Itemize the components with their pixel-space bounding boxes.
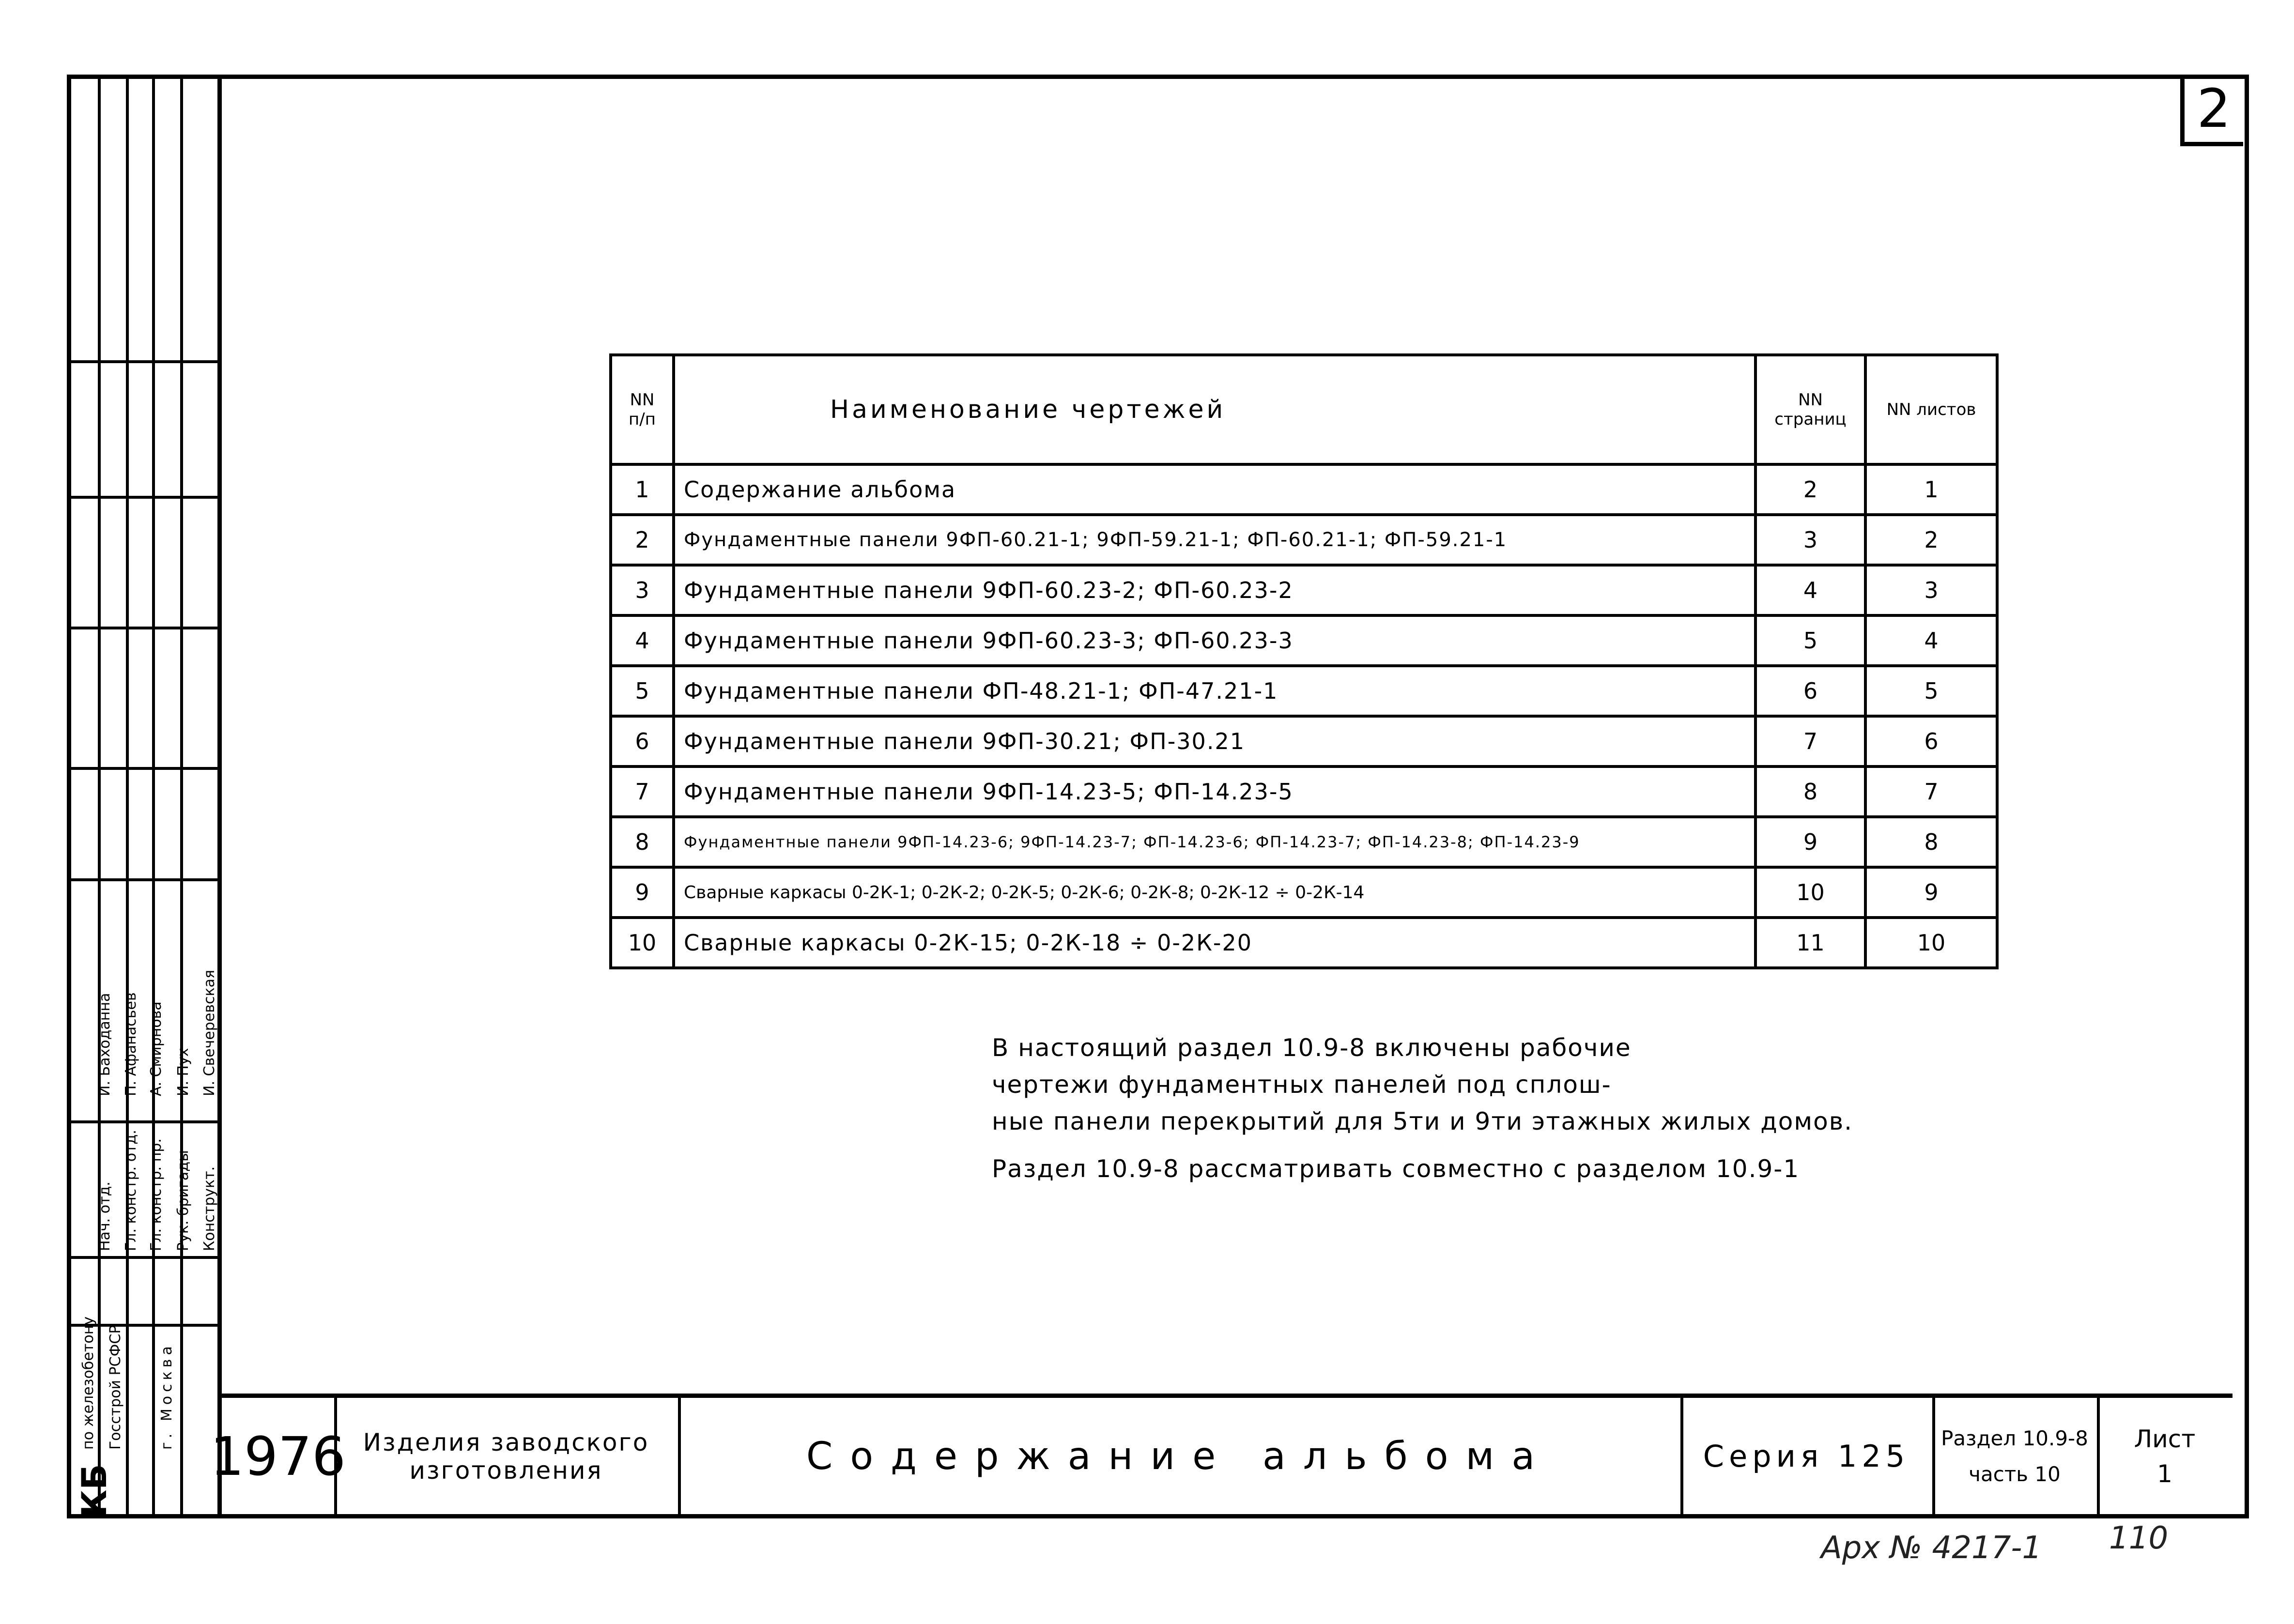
- row-name: Фундаментные панели 9ФП-30.21; ФП-30.21: [674, 716, 1755, 766]
- table-header-row: [611, 355, 1997, 464]
- sheet-box: [2097, 1398, 2232, 1515]
- year: 1976: [222, 1398, 337, 1515]
- section: Раздел 10.9-8: [1941, 1426, 2088, 1450]
- part: часть 10: [1969, 1462, 2061, 1486]
- row-page: 2: [1755, 464, 1865, 515]
- sheet-value: 1: [2157, 1459, 2172, 1488]
- album-title: Содержание альбома: [678, 1398, 1683, 1515]
- sheet-label: Лист: [2134, 1425, 2196, 1453]
- strip-row-line: [67, 1120, 222, 1123]
- header-num: NN п/п: [611, 355, 674, 464]
- strip-row-line: [67, 360, 222, 363]
- notes-block: [992, 1029, 1960, 1187]
- row-sheet: 8: [1865, 817, 1997, 867]
- row-num: 8: [611, 817, 674, 867]
- table-row: [611, 464, 1997, 515]
- note-line: чертежи фундаментных панелей под сплош-: [992, 1071, 1612, 1099]
- row-sheet: 5: [1865, 666, 1997, 716]
- row-sheet: 1: [1865, 464, 1997, 515]
- header-pages: NN страниц: [1755, 355, 1865, 464]
- archive-extra: 110: [2109, 1520, 2169, 1556]
- row-name: Сварные каркасы 0-2К-15; 0-2К-18 ÷ 0-2К-20: [674, 918, 1755, 968]
- name-3: А. Смирнова: [148, 1001, 165, 1096]
- table-row: [611, 918, 1997, 968]
- archive-stamp: Арх № 4217-1: [1821, 1530, 2042, 1566]
- strip-divider-1: [98, 75, 101, 1518]
- row-name: Фундаментные панели 9ФП-60.21-1; 9ФП-59.21-1; ФП-60.21-1; ФП-59.21-1: [674, 515, 1755, 565]
- row-page: 4: [1755, 565, 1865, 615]
- row-num: 10: [611, 918, 674, 968]
- strip-row-line: [67, 496, 222, 499]
- row-num: 1: [611, 464, 674, 515]
- left-stamp-strip: [67, 75, 222, 1518]
- role-3: Гл. констр. пр.: [148, 1138, 165, 1251]
- table-row: [611, 565, 1997, 615]
- row-num: 9: [611, 867, 674, 918]
- note-line: В настоящий раздел 10.9-8 включены рабочие: [992, 1034, 1632, 1062]
- strip-row-line: [67, 767, 222, 770]
- series: Серия 125: [1680, 1398, 1935, 1515]
- row-sheet: 9: [1865, 867, 1997, 918]
- strip-row-line: [67, 1256, 222, 1259]
- product-type: [334, 1398, 681, 1515]
- strip-divider-2: [126, 75, 129, 1518]
- row-num: 3: [611, 565, 674, 615]
- table-row: [611, 716, 1997, 766]
- strip-divider-3: [152, 75, 155, 1518]
- row-num: 4: [611, 615, 674, 666]
- row-sheet: 7: [1865, 766, 1997, 817]
- row-page: 6: [1755, 666, 1865, 716]
- strip-row-line: [67, 627, 222, 629]
- row-sheet: 2: [1865, 515, 1997, 565]
- row-num: 2: [611, 515, 674, 565]
- org-line2: Госстрой РСФСР: [107, 1325, 124, 1450]
- row-name: Сварные каркасы 0-2К-1; 0-2К-2; 0-2К-5; 0-2К-6; 0-2К-8; 0-2К-12 ÷ 0-2К-14: [674, 867, 1755, 918]
- row-page: 8: [1755, 766, 1865, 817]
- row-page: 3: [1755, 515, 1865, 565]
- row-page: 7: [1755, 716, 1865, 766]
- row-sheet: 3: [1865, 565, 1997, 615]
- table-row: [611, 615, 1997, 666]
- table-row: [611, 766, 1997, 817]
- row-name: Фундаментные панели ФП-48.21-1; ФП-47.21-1: [674, 666, 1755, 716]
- row-sheet: 6: [1865, 716, 1997, 766]
- sheet-number-box: 2: [2180, 75, 2243, 146]
- row-name: Фундаментные панели 9ФП-60.23-2; ФП-60.23-2: [674, 565, 1755, 615]
- product-line2: изготовления: [409, 1456, 603, 1485]
- row-name: Фундаментные панели 9ФП-14.23-5; ФП-14.23-5: [674, 766, 1755, 817]
- table-row: [611, 515, 1997, 565]
- product-line1: Изделия заводского: [363, 1428, 649, 1456]
- header-name: Наименование чертежей: [674, 355, 1755, 464]
- role-5: Конструкт.: [201, 1166, 218, 1251]
- name-1: И. Баходанна: [96, 993, 113, 1096]
- table-row: [611, 666, 1997, 716]
- city: г. Москва: [158, 1342, 175, 1450]
- role-4: Рук. бригады: [175, 1150, 192, 1251]
- name-5: И. Свечеревская: [201, 969, 218, 1096]
- row-num: 7: [611, 766, 674, 817]
- strip-row-line: [67, 878, 222, 881]
- role-2: Гл. констр. отд.: [123, 1130, 139, 1251]
- contents-table: [609, 353, 1999, 969]
- table-row: [611, 817, 1997, 867]
- header-sheets: NN листов: [1865, 355, 1997, 464]
- row-page: 9: [1755, 817, 1865, 867]
- name-2: П. Афанасьев: [123, 992, 139, 1096]
- row-num: 6: [611, 716, 674, 766]
- row-sheet: 10: [1865, 918, 1997, 968]
- row-num: 5: [611, 666, 674, 716]
- section-box: [1932, 1398, 2100, 1515]
- table-row: [611, 867, 1997, 918]
- org-line1: по железобетону: [80, 1316, 97, 1450]
- row-page: 5: [1755, 615, 1865, 666]
- title-block: [210, 1394, 2232, 1515]
- row-sheet: 4: [1865, 615, 1997, 666]
- row-name: Содержание альбома: [674, 464, 1755, 515]
- row-page: 10: [1755, 867, 1865, 918]
- row-name: Фундаментные панели 9ФП-14.23-6; 9ФП-14.23-7; ФП-14.23-6; ФП-14.23-7; ФП-14.23-8; ФП-14.23-9: [674, 817, 1755, 867]
- strip-divider-4: [180, 75, 183, 1518]
- note-line: ные панели перекрытий для 5ти и 9ти этажных жилых домов.: [992, 1107, 1853, 1135]
- row-page: 11: [1755, 918, 1865, 968]
- row-name: Фундаментные панели 9ФП-60.23-3; ФП-60.23-3: [674, 615, 1755, 666]
- name-4: И. Пух: [175, 1048, 192, 1096]
- role-1: Нач. отд.: [96, 1181, 113, 1251]
- note-line: Раздел 10.9-8 рассматривать совместно с разделом 10.9-1: [992, 1155, 1800, 1183]
- org-logo: КБ: [75, 1464, 114, 1517]
